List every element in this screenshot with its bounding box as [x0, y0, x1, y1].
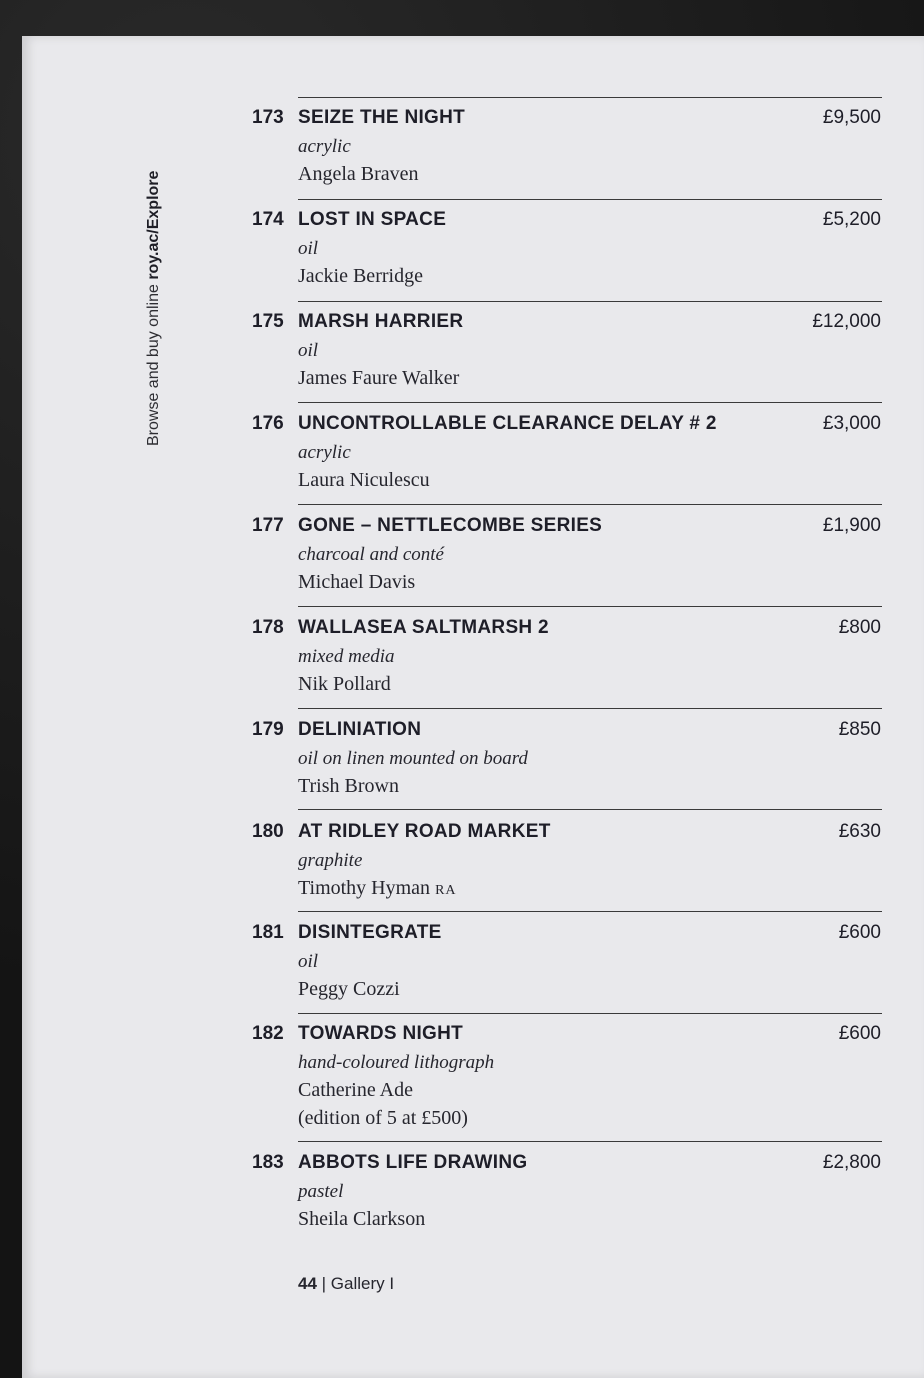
entry-medium: graphite: [298, 850, 363, 871]
entry-medium: oil: [298, 238, 319, 259]
entry-number: 182: [252, 1023, 284, 1044]
divider: [298, 1013, 882, 1014]
entry-title: AT RIDLEY ROAD MARKET: [298, 821, 551, 842]
divider: [298, 606, 882, 607]
entry-title: DELINIATION: [298, 719, 422, 740]
entry-edition: (edition of 5 at £500): [298, 1107, 468, 1129]
entry-number: 183: [252, 1152, 284, 1173]
entry-price: £630: [838, 821, 881, 842]
entry-medium: oil: [298, 951, 319, 972]
entry-price: £5,200: [822, 209, 881, 230]
divider: [298, 708, 882, 709]
entry-medium: mixed media: [298, 646, 395, 667]
entry-title: ABBOTS LIFE DRAWING: [298, 1152, 528, 1173]
divider: [298, 911, 882, 912]
entry-title: LOST IN SPACE: [298, 209, 447, 230]
entry-title: WALLASEA SALTMARSH 2: [298, 617, 549, 638]
entry-medium: charcoal and conté: [298, 544, 444, 565]
entry-artist: Laura Niculescu: [298, 469, 430, 491]
entry-number: 180: [252, 821, 284, 842]
entry-number: 175: [252, 311, 284, 332]
entry-artist: Sheila Clarkson: [298, 1208, 426, 1230]
entry-number: 179: [252, 719, 284, 740]
entry-price: £600: [838, 922, 881, 943]
entry-number: 177: [252, 515, 284, 536]
entry-price: £3,000: [822, 413, 881, 434]
entry-price: £9,500: [822, 107, 881, 128]
entry-artist: James Faure Walker: [298, 367, 460, 389]
entry-title: MARSH HARRIER: [298, 311, 464, 332]
divider: [298, 1141, 882, 1142]
entry-price: £2,800: [822, 1152, 881, 1173]
entry-medium: acrylic: [298, 136, 351, 157]
entry-price: £1,900: [822, 515, 881, 536]
divider: [298, 199, 882, 200]
entry-medium: hand-coloured lithograph: [298, 1052, 495, 1073]
side-note-prefix: Browse and buy online: [145, 279, 162, 446]
divider: [298, 301, 882, 302]
entry-number: 181: [252, 922, 284, 943]
entry-price: £12,000: [812, 311, 881, 332]
entry-medium: oil: [298, 340, 319, 361]
entry-price: £600: [838, 1023, 881, 1044]
entry-title: TOWARDS NIGHT: [298, 1023, 464, 1044]
entry-medium: acrylic: [298, 442, 351, 463]
entry-medium: pastel: [298, 1181, 344, 1202]
entry-medium: oil on linen mounted on board: [298, 748, 528, 769]
artist-suffix: RA: [435, 883, 457, 898]
entry-artist: Nik Pollard: [298, 673, 391, 695]
entry-artist: Peggy Cozzi: [298, 978, 400, 1000]
entry-title: GONE – NETTLECOMBE SERIES: [298, 515, 603, 536]
section-name: Gallery I: [330, 1274, 395, 1293]
entry-number: 173: [252, 107, 284, 128]
entry-price: £850: [838, 719, 881, 740]
footer-separator: |: [316, 1274, 331, 1293]
entry-artist: Michael Davis: [298, 571, 416, 593]
artist-name: Timothy Hyman: [298, 877, 431, 899]
divider: [298, 402, 882, 403]
divider: [298, 504, 882, 505]
entry-title: SEIZE THE NIGHT: [298, 107, 466, 128]
divider: [298, 97, 882, 98]
page-number: 44: [298, 1274, 317, 1293]
entry-number: 176: [252, 413, 284, 434]
entry-artist: Catherine Ade: [298, 1079, 413, 1101]
entry-price: £800: [838, 617, 881, 638]
entry-number: 174: [252, 209, 284, 230]
entry-number: 178: [252, 617, 284, 638]
divider: [298, 809, 882, 810]
entry-artist: Jackie Berridge: [298, 265, 423, 287]
page-footer: [298, 1274, 394, 1294]
side-note: [145, 171, 163, 446]
entry-title: DISINTEGRATE: [298, 922, 442, 943]
entry-title: UNCONTROLLABLE CLEARANCE DELAY # 2: [298, 413, 717, 434]
entry-artist: [298, 877, 457, 900]
side-note-link[interactable]: roy.ac/Explore: [145, 170, 162, 280]
entry-artist: Angela Braven: [298, 163, 419, 185]
entry-artist: Trish Brown: [298, 775, 399, 797]
